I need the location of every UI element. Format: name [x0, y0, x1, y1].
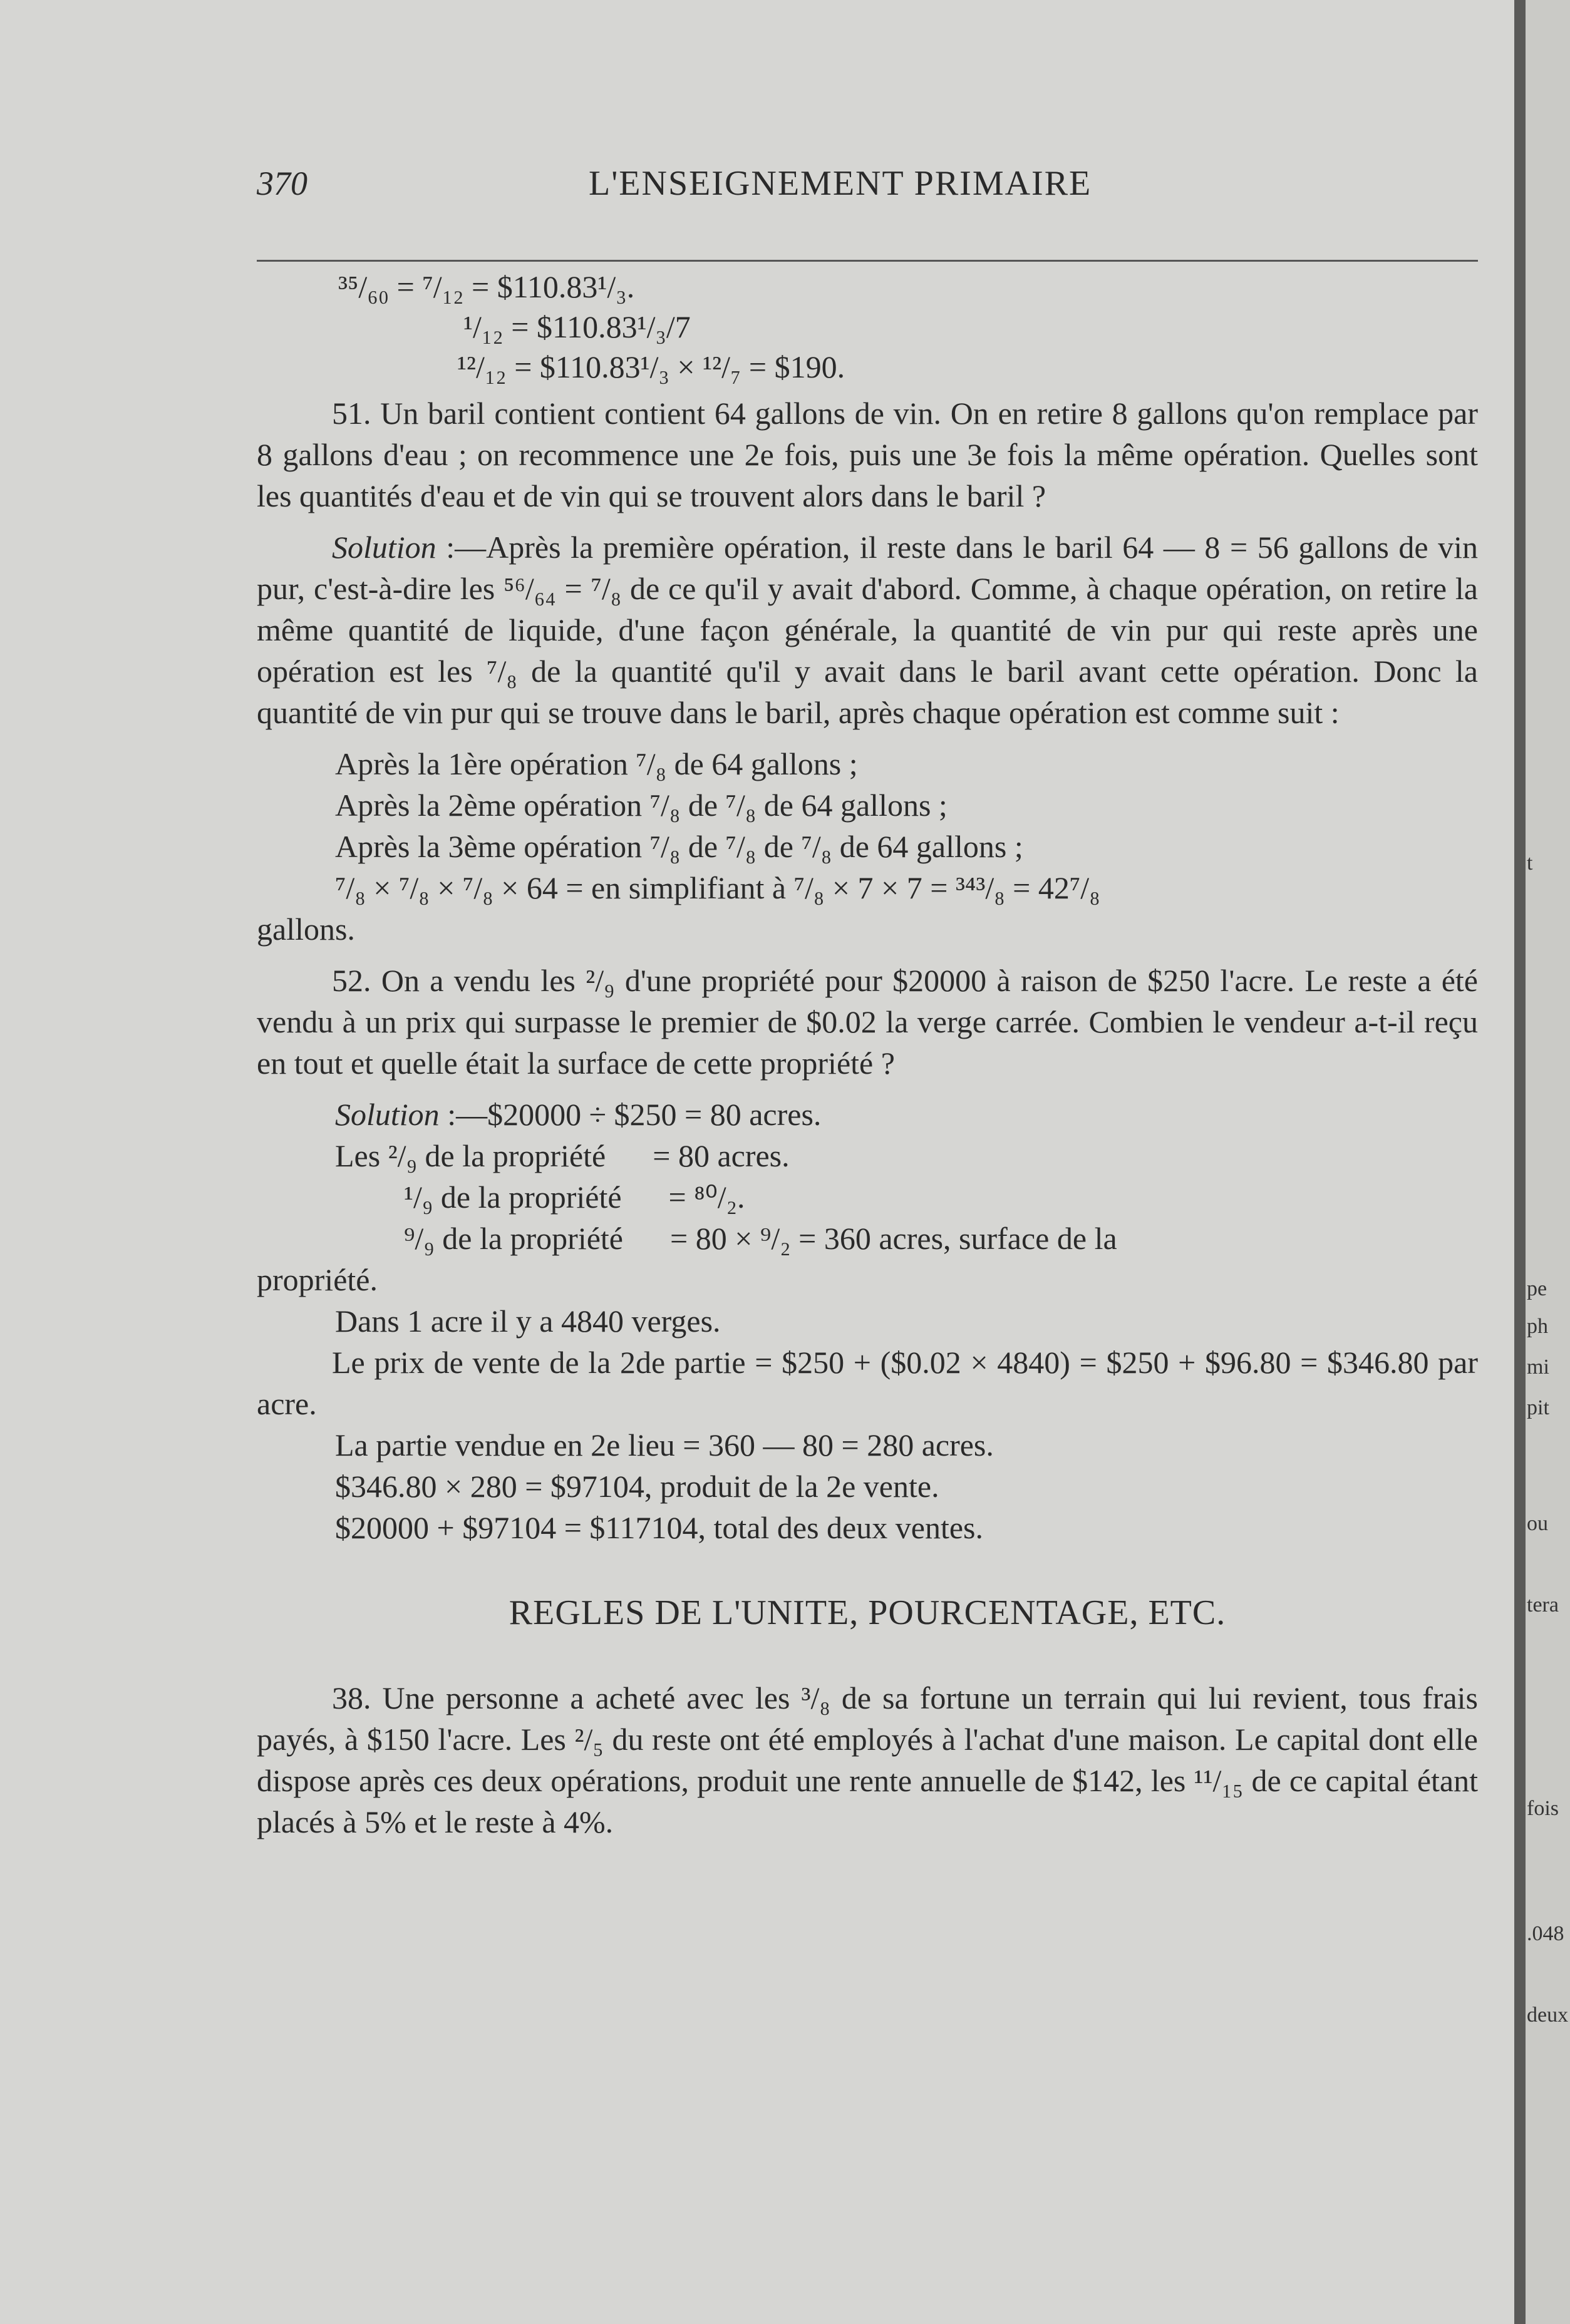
facing-page-fragment: tera: [1527, 1593, 1559, 1617]
facing-page-fragment: pe: [1527, 1277, 1547, 1300]
running-head: [257, 157, 1478, 207]
facing-page-fragment: ph: [1527, 1315, 1548, 1338]
solution-paragraph: Le prix de vente de la 2de partie = $250 + ($0.02 × 4840) = $250 + $96.80 = $346.80 par acre.: [257, 1345, 1478, 1421]
equation-line: ¹/₁₂ = $110.83¹/₃/7: [463, 309, 691, 344]
solution-line: ¹/₉ de la propriété = ⁸⁰/₂.: [404, 1180, 745, 1215]
solution-text: :—Après la première opération, il reste dans le baril 64 — 8 = 56 gallons de vin pur, c'est-à-dire les ⁵⁶/₆₄ = ⁷/₈ de ce qu'il y avait d'abord. Comme, à chaque opération, on retire la même quantité de liquide, d'une façon générale, la quantité de vin pur qui reste après une opération est les ⁷/₈ de la quantité qu'il y avait dans le baril avant cette opération. Donc la quantité de vin pur qui se trouve dans le baril, après chaque opération est comme suit :: [257, 530, 1478, 730]
solution-line: $20000 + $97104 = $117104, total des deux ventes.: [335, 1510, 983, 1545]
page-content: [257, 157, 1478, 1843]
equation-line: ¹²/₁₂ = $110.83¹/₃ × ¹²/₇ = $190.: [457, 349, 845, 384]
solution-step: Après la 2ème opération ⁷/₈ de ⁷/₈ de 64 gallons ;: [335, 788, 948, 823]
equation-line: ³⁵/₆₀ = ⁷/₁₂ = $110.83¹/₃.: [338, 269, 635, 304]
solution-label: Solution: [332, 530, 436, 565]
solution-text: :—$20000 ÷ $250 = 80 acres.: [439, 1097, 822, 1132]
facing-page-fragment: fois: [1527, 1797, 1559, 1820]
facing-page-fragment: deux: [1527, 2003, 1569, 2027]
facing-page-edge: [1526, 0, 1570, 2324]
page-number: 370: [257, 165, 307, 202]
problem-52-statement: 52. On a vendu les ²/₉ d'une propriété pour $20000 à raison de $250 l'acre. Le reste a été vendu à un prix qui surpasse le premier de $0.02 la verge carrée. Combien le vendeur a-t-il reçu en tout et quelle était la surface de cette propriété ?: [257, 963, 1478, 1081]
header-rule: [257, 260, 1478, 262]
problem-51-solution: [257, 527, 1478, 733]
book-gutter: [1514, 0, 1526, 2324]
solution-line: ⁹/₉ de la propriété = 80 × ⁹/₂ = 360 acres, surface de la: [404, 1221, 1117, 1256]
solution-line: Les ²/₉ de la propriété = 80 acres.: [335, 1138, 790, 1173]
section-title: REGLES DE L'UNITE, POURCENTAGE, ETC.: [509, 1593, 1226, 1632]
solution-step: Après la 3ème opération ⁷/₈ de ⁷/₈ de ⁷/₈ de 64 gallons ;: [335, 829, 1023, 864]
problem-51-statement: 51. Un baril contient contient 64 gallons de vin. On en retire 8 gallons qu'on remplace par 8 gallons d'eau ; on recommence une 2e fois, puis une 3e fois la même opération. Quelles sont les quantités d'eau et de vin qui se trouvent alors dans le baril ?: [257, 396, 1478, 513]
solution-step: Après la 1ère opération ⁷/₈ de 64 gallons ;: [335, 746, 858, 781]
facing-page-fragment: .048: [1527, 1922, 1564, 1945]
facing-page-fragment: pit: [1527, 1396, 1549, 1419]
page-title: L'ENSEIGNEMENT PRIMAIRE: [589, 164, 1092, 203]
problem-38-statement: 38. Une personne a acheté avec les ³/₈ de sa fortune un terrain qui lui revient, tous frais payés, à $150 l'acre. Les ²/₅ du reste ont été employés à l'achat d'une maison. Le capital dont elle dispose après ces deux opérations, produit une rente annuelle de $142, les ¹¹/₁₅ de ce capital étant placés à 5% et le reste à 4%.: [257, 1680, 1478, 1839]
facing-page-fragment: ou: [1527, 1512, 1548, 1535]
solution-line: La partie vendue en 2e lieu = 360 — 80 = 280 acres.: [335, 1427, 994, 1463]
solution-line: Dans 1 acre il y a 4840 verges.: [335, 1303, 721, 1339]
solution-final-cont: gallons.: [257, 912, 355, 947]
solution-final-line: ⁷/₈ × ⁷/₈ × ⁷/₈ × 64 = en simplifiant à ⁷/₈ × 7 × 7 = ³⁴³/₈ = 42⁷/₈: [335, 870, 1100, 905]
solution-line: [335, 1094, 1478, 1135]
solution-label: Solution: [335, 1097, 440, 1132]
solution-line: propriété.: [257, 1262, 378, 1297]
facing-page-fragment: mi: [1527, 1355, 1549, 1379]
solution-line: $346.80 × 280 = $97104, produit de la 2e vente.: [335, 1469, 939, 1504]
facing-page-fragment: t: [1527, 851, 1533, 875]
top-equations: [257, 266, 1478, 386]
